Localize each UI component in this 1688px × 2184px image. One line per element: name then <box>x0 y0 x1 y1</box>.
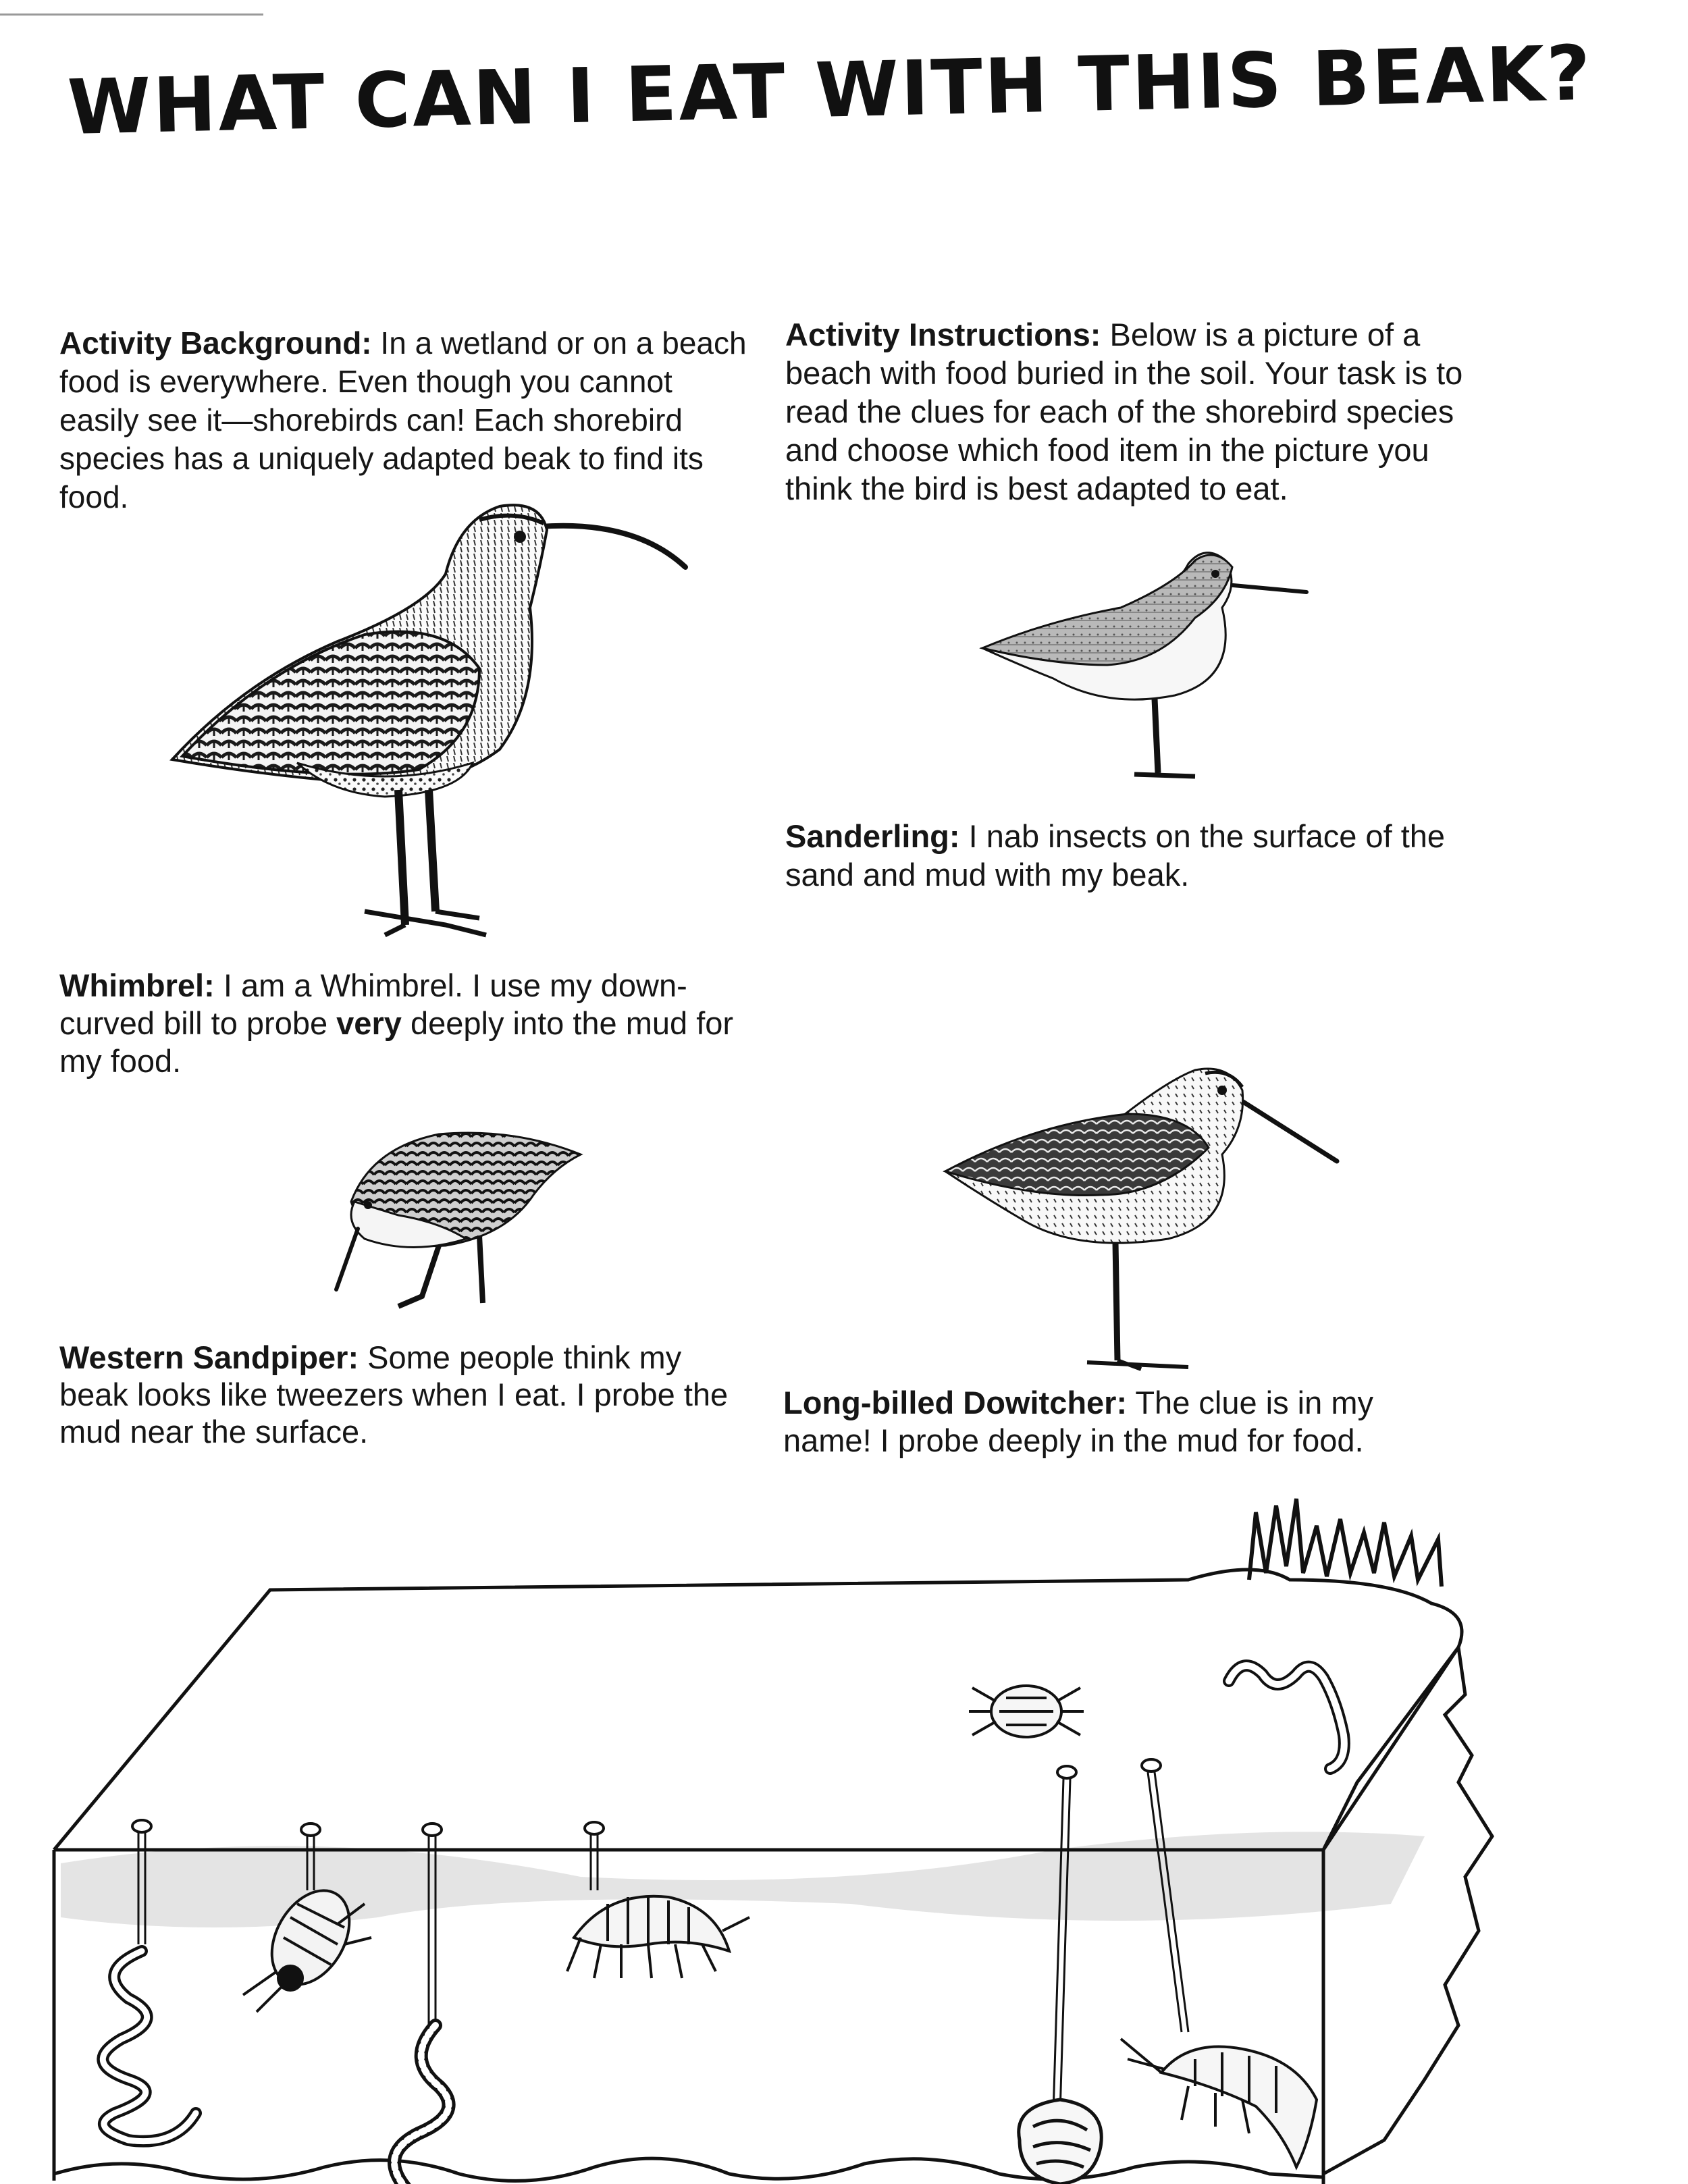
whimbrel-name: Whimbrel: <box>59 967 215 1003</box>
page-title: WHAT CAN I EAT WITH THIS BEAK? <box>66 29 1593 152</box>
western-sandpiper-illustration <box>331 1121 601 1323</box>
dowitcher-clue <box>783 1384 1458 1460</box>
background-heading: Activity Background: <box>59 325 372 361</box>
dowitcher-illustration <box>939 1060 1350 1377</box>
mud-shade <box>61 1832 1425 1927</box>
bristle-worm-icon <box>392 2025 449 2184</box>
whimbrel-text-a: I am a Whimbrel. I use my down-curved bill to probe <box>59 967 687 1041</box>
sanderling-name: Sanderling: <box>785 818 960 854</box>
background-text: In a wetland or on a beach food is everywhere. Even though you cannot easily see it—shorebirds can! Each shorebird species has a uniquely adapted beak to find its food. <box>59 325 747 514</box>
right-face <box>1323 1647 1492 2174</box>
sanderling-clue <box>785 817 1481 894</box>
amphipod-icon <box>567 1896 749 1978</box>
dowitcher-name: Long-billed Dowitcher: <box>783 1385 1128 1420</box>
whimbrel-clue <box>59 967 735 1080</box>
western-sandpiper-name: Western Sandpiper: <box>59 1339 359 1375</box>
top-rule <box>0 14 263 16</box>
beach-soil-diagram <box>41 1472 1566 2184</box>
instructions-text: Below is a picture of a beach with food buried in the soil. Your task is to read the clues for each of the shorebird species and choose which food item in the picture you think the bird is best adapted to eat. <box>785 317 1463 506</box>
burrow-holes <box>132 1759 1161 1836</box>
whimbrel-emphasis: very <box>336 1005 402 1041</box>
surface-outline <box>54 1570 1462 1850</box>
western-sandpiper-clue <box>59 1339 755 1450</box>
beetle-icon <box>969 1686 1084 1737</box>
bottom-edge <box>54 2158 1323 2181</box>
instructions-heading: Activity Instructions: <box>785 317 1101 352</box>
whimbrel-text-b: deeply into the mud for my food. <box>59 1005 734 1079</box>
sanderling-text: I nab insects on the surface of the sand and mud with my beak. <box>785 818 1446 893</box>
whimbrel-illustration <box>162 493 702 938</box>
worm-icon <box>103 1951 196 2141</box>
sanderling-illustration <box>972 543 1323 787</box>
activity-background <box>59 324 748 516</box>
surface-worm-icon <box>1229 1666 1344 1769</box>
dowitcher-text: The clue is in my name! I probe deeply in the mud for food. <box>783 1385 1373 1458</box>
shrimp-icon <box>1121 2039 1317 2167</box>
clam-icon <box>1019 2100 1102 2184</box>
activity-instructions <box>785 315 1501 508</box>
western-sandpiper-text: Some people think my beak looks like tweezers when I eat. I probe the mud near the surface. <box>59 1339 729 1449</box>
